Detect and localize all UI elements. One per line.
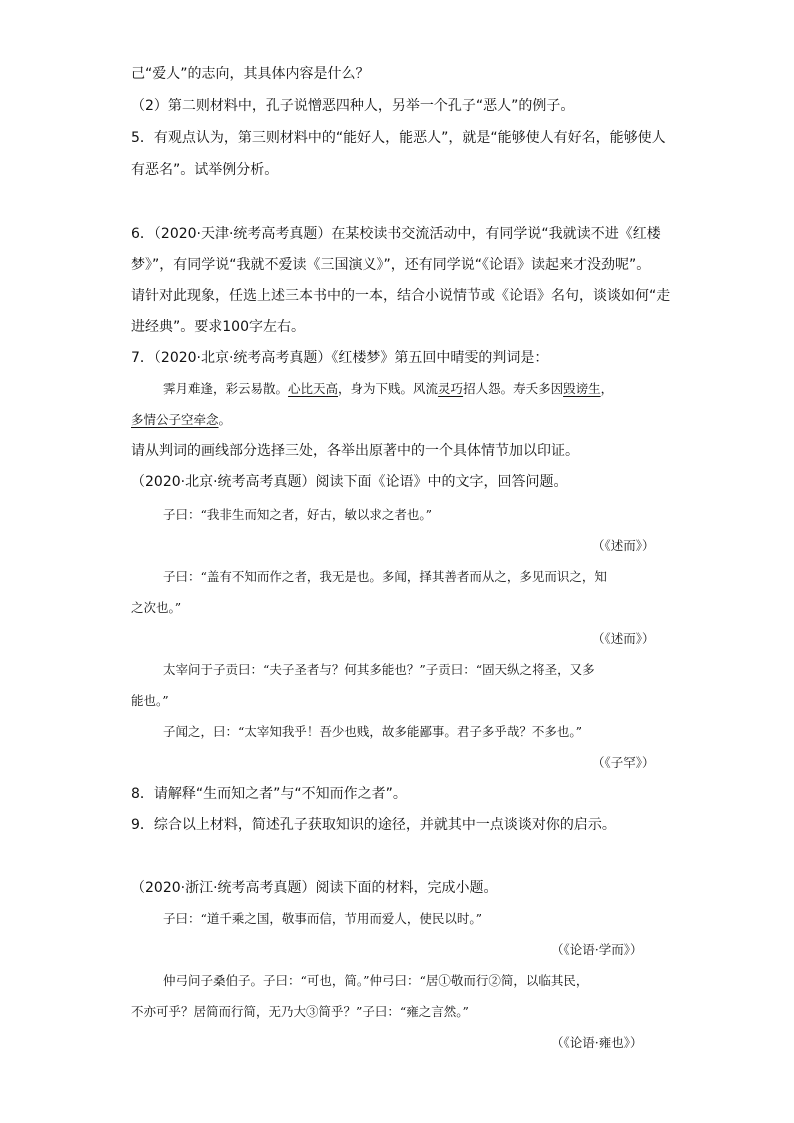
source-citation: （《述而》）	[592, 538, 655, 553]
passage-intro: （2020·浙江·统考高考真题）阅读下面的材料，完成小题。	[131, 880, 498, 896]
quote-line: 之次也。”	[131, 600, 182, 615]
question-4-part-2: （2）第二则材料中，孔子说憎恶四种人，另举一个孔子“恶人”的例子。	[131, 98, 575, 114]
question-5: 5．有观点认为，第三则材料中的“能好人，能恶人”，就是“能够使人有好名，能够使人	[131, 130, 666, 146]
source-citation: （《述而》）	[592, 631, 655, 646]
question-8: 8．请解释“生而知之者”与“不知而作之者”。	[131, 786, 407, 802]
quote-line: 太宰问于子贡曰：“夫子圣者与？何其多能也？”子贡曰：“固天纵之将圣，又多	[163, 662, 595, 677]
text-line: 进经典”。要求100字左右。	[131, 319, 305, 335]
quote-line: 子曰：“我非生而知之者，好古，敏以求之者也。”	[163, 507, 433, 522]
quote-line: 子曰：“道千乘之国，敬事而信，节用而爱人，使民以时。”	[163, 911, 483, 926]
quote-line: 不亦可乎？居简而行简，无乃大③简乎？”子曰：“雍之言然。”	[131, 1004, 469, 1019]
underlined-phrase: 多情公子空牵念	[131, 412, 219, 427]
question-9: 9．综合以上材料，简述孔子获取知识的途径，并就其中一点谈谈对你的启示。	[131, 817, 616, 833]
source-citation: （《论语·学而》）	[551, 942, 643, 957]
question-6: 6．（2020·天津·统考高考真题）在某校读书交流活动中，有同学说“我就读不进《红楼	[131, 226, 661, 242]
text-line: 己“爱人”的志向，其具体内容是什么？	[131, 66, 370, 82]
quote-line: 子曰：“盖有不知而作之者，我无是也。多闻，择其善者而从之，多见而识之，知	[163, 569, 607, 584]
source-citation: （《子罕》）	[592, 755, 655, 770]
underlined-phrase: 灵巧	[438, 381, 464, 396]
verdict-poem-line-2: 多情公子空牵念。	[131, 412, 232, 427]
text-line: 请针对此现象，任选上述三本书中的一本，结合小说情节或《论语》名句，谈谈如何“走	[131, 288, 671, 304]
verdict-poem-line-1: 霁月难逢，彩云易散。心比天高，身为下贱。风流灵巧招人怨。寿夭多因毁谤生，	[163, 381, 614, 396]
quote-line: 能也。”	[131, 693, 169, 708]
text-line: 请从判词的画线部分选择三处，各举出原著中的一个具体情节加以印证。	[131, 443, 579, 459]
text-line: 有恶名”。试举例分析。	[131, 162, 279, 178]
source-citation: （《论语·雍也》）	[551, 1035, 643, 1050]
quote-line: 仲弓问子桑伯子。子曰：“可也，简。”仲弓曰：“居①敬而行②简，以临其民，	[163, 973, 589, 988]
underlined-phrase: 毁谤生	[563, 381, 601, 396]
text-line: 梦》”，有同学说“我就不爱读《三国演义》”，还有同学说“《论语》读起来才没劲呢”。	[131, 257, 651, 273]
question-7: 7．（2020·北京·统考高考真题）《红楼梦》第五回中晴雯的判词是：	[131, 350, 549, 366]
passage-intro: （2020·北京·统考高考真题）阅读下面《论语》中的文字，回答问题。	[131, 474, 568, 490]
underlined-phrase: 心比天高	[288, 381, 339, 396]
quote-line: 子闻之，曰：“太宰知我乎！吾少也贱，故多能鄙事。君子多乎哉？不多也。”	[163, 724, 583, 739]
